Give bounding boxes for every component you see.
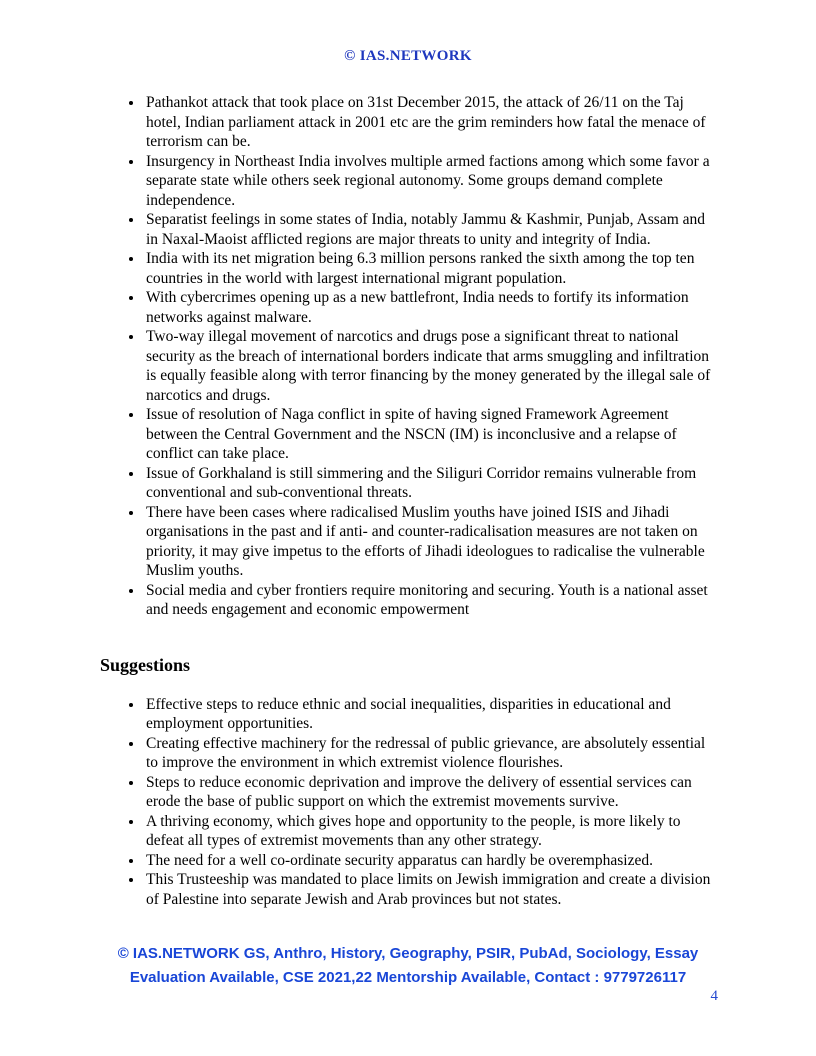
suggestion-item: • Effective steps to reduce ethnic and social inequalities, disparities in educational and employment opportunities. — [144, 695, 716, 734]
threat-item: • Separatist feelings in some states of India, notably Jammu & Kashmir, Punjab, Assam and in Naxal-Maoist afflicted regions are major threats to unity and integrity of India. — [144, 210, 716, 249]
threat-item: • Two-way illegal movement of narcotics and drugs pose a significant threat to national security as the breach of international borders indicate that arms smuggling and infiltration is equally feasible along with terror financing by the money generated by the illegal sale of narcotics and drugs. — [144, 327, 716, 405]
suggestion-item: • The need for a well co-ordinate security apparatus can hardly be overemphasized. — [144, 851, 716, 871]
threat-item: • There have been cases where radicalised Muslim youths have joined ISIS and Jihadi organisations in the past and if anti- and counter-radicalisation measures are not taken on priority, it may give impetus to the efforts of Jihadi ideologues to radicalise the vulnerable Muslim youths. — [144, 503, 716, 581]
suggestion-item: • Creating effective machinery for the redressal of public grievance, are absolutely essential to improve the environment in which extremist violence flourishes. — [144, 734, 716, 773]
suggestions-bullet-list — [100, 695, 716, 910]
document-header: © IAS.NETWORK — [344, 48, 472, 64]
document-footer-branding: © IAS.NETWORK GS, Anthro, History, Geography, PSIR, PubAd, Sociology, Essay Evaluation Available, CSE 2021,22 Mentorship Available, Contact : 9779726117 — [117, 945, 699, 986]
threat-item: • Issue of resolution of Naga conflict in spite of having signed Framework Agreement between the Central Government and the NSCN (IM) is inconclusive and a relapse of conflict can take place. — [144, 405, 716, 464]
threat-item: • Insurgency in Northeast India involves multiple armed factions among which some favor a separate state while others seek regional autonomy. Some groups demand complete independence. — [144, 152, 716, 211]
threat-item: • India with its net migration being 6.3 million persons ranked the sixth among the top ten countries in the world with largest international migrant population. — [144, 249, 716, 288]
page-number: 4 — [710, 988, 718, 1004]
threat-item: • Issue of Gorkhaland is still simmering and the Siliguri Corridor remains vulnerable from conventional and sub-conventional threats. — [144, 464, 716, 503]
threat-item: • Pathankot attack that took place on 31st December 2015, the attack of 26/11 on the Taj hotel, Indian parliament attack in 2001 etc are the grim reminders how fatal the menace of terrorism can be. — [144, 93, 716, 152]
threat-item: • With cybercrimes opening up as a new battlefront, India needs to fortify its information networks against malware. — [144, 288, 716, 327]
threats-bullet-list — [100, 93, 716, 620]
suggestions-heading: Suggestions — [100, 654, 191, 675]
suggestion-item: • Steps to reduce economic deprivation and improve the delivery of essential services can erode the base of public support on which the extremist movements survive. — [144, 773, 716, 812]
suggestion-item: • A thriving economy, which gives hope and opportunity to the people, is more likely to defeat all types of extremist movements than any other strategy. — [144, 812, 716, 851]
threat-item: • Social media and cyber frontiers require monitoring and securing. Youth is a national asset and needs engagement and economic empowerment — [144, 581, 716, 620]
suggestion-item: • This Trusteeship was mandated to place limits on Jewish immigration and create a division of Palestine into separate Jewish and Arab provinces but not states. — [144, 870, 716, 909]
